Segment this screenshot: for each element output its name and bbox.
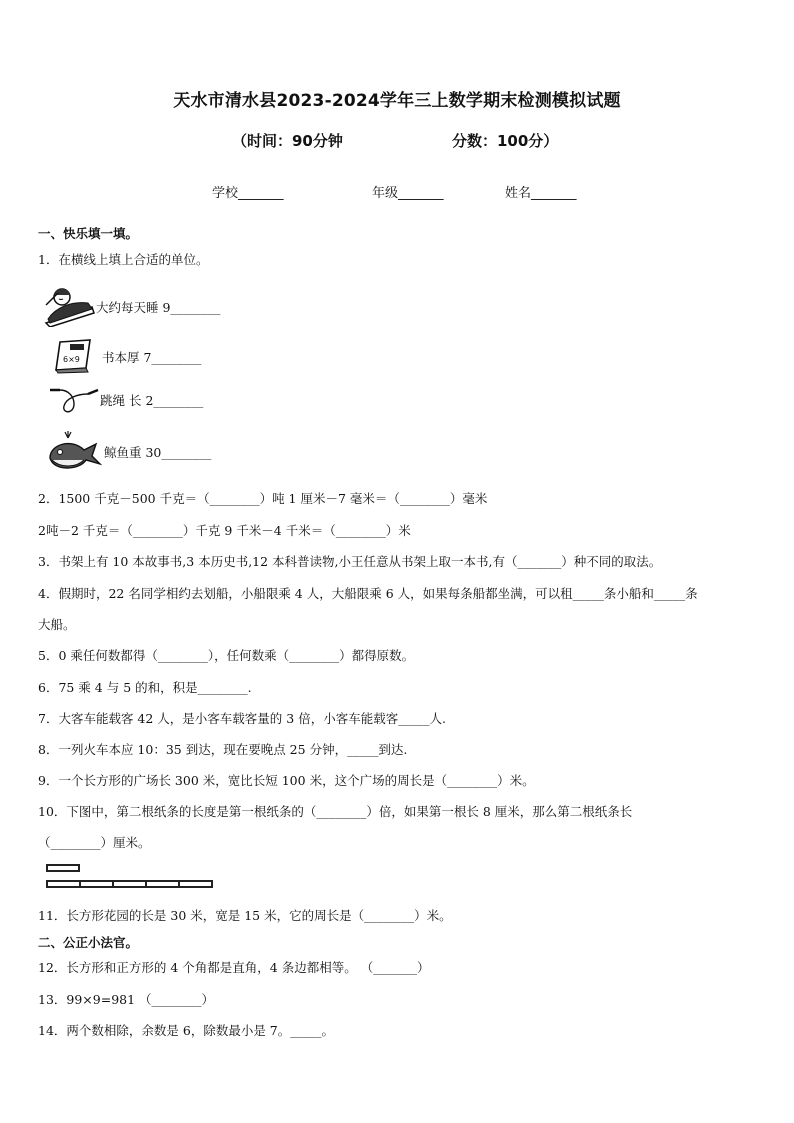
question-8: 8．一列火车本应 10：35 到达，现在要晚点 25 分钟，_____到达.: [38, 742, 408, 757]
whale-icon: [46, 430, 102, 472]
sleeping-child-icon: [42, 283, 96, 327]
question-10-line-1: 10．下图中，第二根纸条的长度是第一根纸条的（________）倍，如果第一根长 8 厘米，那么第二根纸条长: [38, 804, 633, 819]
question-2-line-1: 2．1500 千克－500 千克＝（________）吨 1 厘米－7 毫米＝（________）毫米: [38, 491, 488, 506]
exam-score: 分数：100分）: [452, 132, 559, 150]
section-1-title: 一、快乐填一填。: [38, 226, 139, 241]
question-1-stem: 1．在横线上填上合适的单位。: [38, 252, 209, 267]
paper-strip-segment: [145, 880, 180, 888]
paper-strip-segment: [112, 880, 147, 888]
grade-field: 年级_______: [372, 186, 444, 201]
question-14: 14．两个数相除，余数是 6，除数最小是 7。_____。: [38, 1023, 335, 1038]
paper-strip-1: [46, 864, 80, 872]
question-4-line-2: 大船。: [38, 617, 76, 632]
svg-text:6×9: 6×9: [63, 355, 80, 364]
question-6: 6．75 乘 4 与 5 的和，积是________.: [38, 680, 252, 695]
question-7: 7．大客车能载客 42 人，是小客车载客量的 3 倍，小客车能载客_____人.: [38, 711, 446, 726]
jump-rope-icon: [48, 382, 100, 418]
exam-title: 天水市清水县2023-2024学年三上数学期末检测模拟试题: [173, 91, 621, 111]
question-9: 9．一个长方形的广场长 300 米，宽比长短 100 米，这个广场的周长是（________）米。: [38, 773, 535, 788]
question-13: 13．99×9=981 （________）: [38, 992, 215, 1007]
paper-strip-segment: [46, 880, 81, 888]
question-11: 11．长方形花园的长是 30 米，宽是 15 米，它的周长是（________）米。: [38, 908, 452, 923]
question-12: 12．长方形和正方形的 4 个角都是直角，4 条边都相等。 （_______）: [38, 960, 430, 975]
school-field: 学校_______: [212, 186, 284, 201]
question-3: 3．书架上有 10 本故事书,3 本历史书,12 本科普读物,小王任意从书架上取一本书,有（_______）种不同的取法。: [38, 554, 662, 569]
question-5: 5．0 乘任何数都得（________），任何数乘（________）都得原数。: [38, 648, 415, 663]
exam-time: （时间：90分钟: [232, 132, 343, 150]
paper-strip-segment: [178, 880, 213, 888]
q1-item-book: 书本厚 7________: [102, 350, 202, 365]
q1-item-whale: 鲸鱼重 30________: [104, 445, 212, 460]
question-10-line-2: （________）厘米。: [38, 835, 151, 850]
book-icon: [52, 338, 94, 374]
question-4-line-1: 4．假期时，22 名同学相约去划船，小船限乘 4 人，大船限乘 6 人，如果每条船都坐满，可以租_____条小船和_____条: [38, 586, 698, 601]
q1-item-sleep: 大约每天睡 9________: [96, 300, 221, 315]
q1-item-rope: 跳绳 长 2________: [100, 393, 204, 408]
name-field: 姓名_______: [505, 186, 577, 201]
paper-strip-segment: [79, 880, 114, 888]
question-2-line-2: 2吨－2 千克＝（________）千克 9 千米－4 千米＝（________）米: [38, 523, 411, 538]
section-2-title: 二、公正小法官。: [38, 935, 139, 950]
